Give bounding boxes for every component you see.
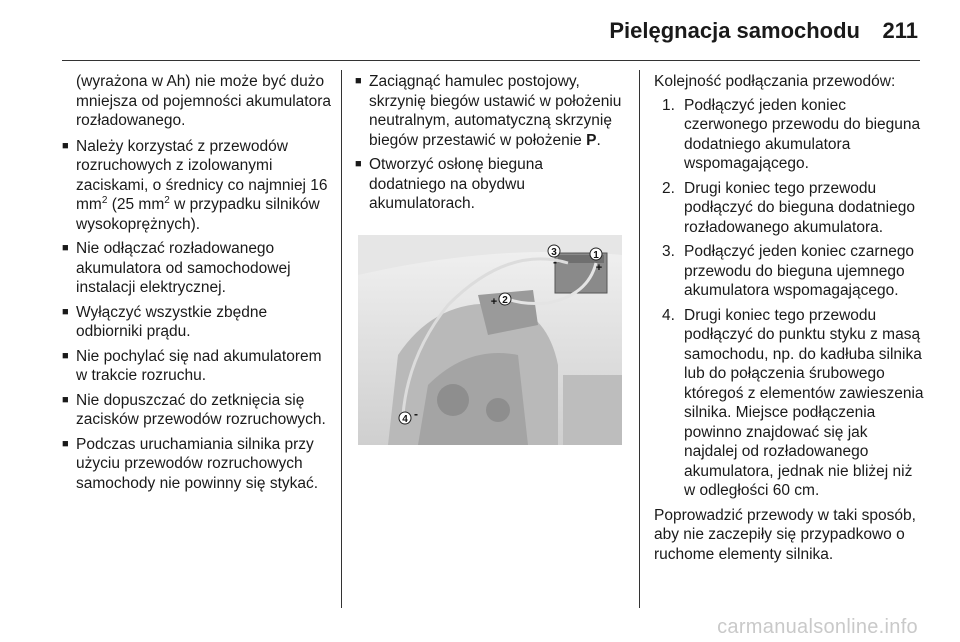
engine-bay-drawing — [358, 235, 622, 445]
svg-text:+: + — [490, 296, 498, 308]
column-right — [654, 72, 924, 564]
bullet-no-clamp-contact: ■ Nie dopuszczać do zetknięcia się zacisków przewodów rozruchowych. — [62, 391, 334, 430]
page-number: 211 — [882, 18, 918, 43]
watermark: carmanualsonline.info — [717, 616, 918, 638]
bullet-parking-brake: ■ Zaciągnąć hamulec postojowy, skrzynię biegów ustawić w położeniu neutralnym, automatyczną skrzynię biegów przestawić w położenie P. — [355, 72, 623, 150]
svg-text:+: + — [595, 262, 603, 274]
jump-start-illustration — [358, 235, 622, 445]
bullet-do-not-lean: ■ Nie pochylać się nad akumulatorem w trakcie rozruchu. — [62, 347, 334, 386]
column-left — [62, 72, 334, 498]
step-3: 3. Podłączyć jeden koniec czarnego przewodu do bieguna ujemnego akumulatora wspomagającego. — [662, 243, 915, 299]
svg-text:-: - — [553, 255, 557, 269]
svg-text:4: 4 — [402, 414, 408, 425]
column-middle — [355, 72, 623, 219]
bullet-do-not-disconnect: ■ Nie odłączać rozładowanego akumulatora od samochodowej instalacji elektrycznej. — [62, 239, 334, 298]
svg-text:-: - — [414, 407, 418, 421]
svg-text:2: 2 — [502, 295, 508, 306]
cable-routing-note: Poprowadzić przewody w taki sposób, aby nie zaczepiły się przypadkowo o ruchome elementy silnika. — [654, 506, 916, 563]
bullet-vehicles-not-touch: ■ Podczas uruchamiania silnika przy użyciu przewodów rozruchowych samochody nie powinny się stykać. — [62, 435, 334, 494]
step-4: 4. Drugi koniec tego przewodu podłączyć do punktu styku z masą samochodu, np. do kadłuba silnika lub do połączenia śrubowego któregoś z elementów zawieszenia silnika. Miejsce podłączenia powinno znajdować się jak najdalej od rozładowanego akumulatora, jednak nie bliżej niż w odległości 60 cm. — [662, 306, 924, 499]
column-divider-1 — [341, 70, 342, 608]
page-title: Pielęgnacja samochodu — [609, 18, 860, 43]
column-divider-2 — [639, 70, 640, 608]
page-header — [0, 0, 960, 62]
svg-text:3: 3 — [551, 247, 557, 258]
step-1: 1. Podłączyć jeden koniec czerwonego przewodu do bieguna dodatniego akumulatora wspomagającego. — [662, 96, 921, 172]
bullet-cable-requirements: ■ Należy korzystać z przewodów rozruchowych z izolowanymi zaciskami, o średnicy co najmniej 16 $mm^2$ (25 $mm^2$ w przypadku silników wysokoprężnych). — [62, 137, 334, 235]
header-divider — [62, 60, 920, 61]
svg-text:1: 1 — [593, 250, 599, 261]
connection-order-lead: Kolejność podłączania przewodów: — [654, 73, 896, 90]
step-2: 2. Drugi koniec tego przewodu podłączyć do bieguna dodatniego rozładowanego akumulatora. — [662, 179, 915, 236]
bullet-switch-off-consumers: ■ Wyłączyć wszystkie zbędne odbiorniki prądu. — [62, 303, 334, 342]
bullet-open-terminal-cover: ■ Otworzyć osłonę bieguna dodatniego na obydwu akumulatorach. — [355, 155, 623, 214]
continued-paragraph: (wyrażona w Ah) nie może być dużo mniejsza od pojemności akumulatora rozładowanego. — [76, 73, 332, 129]
